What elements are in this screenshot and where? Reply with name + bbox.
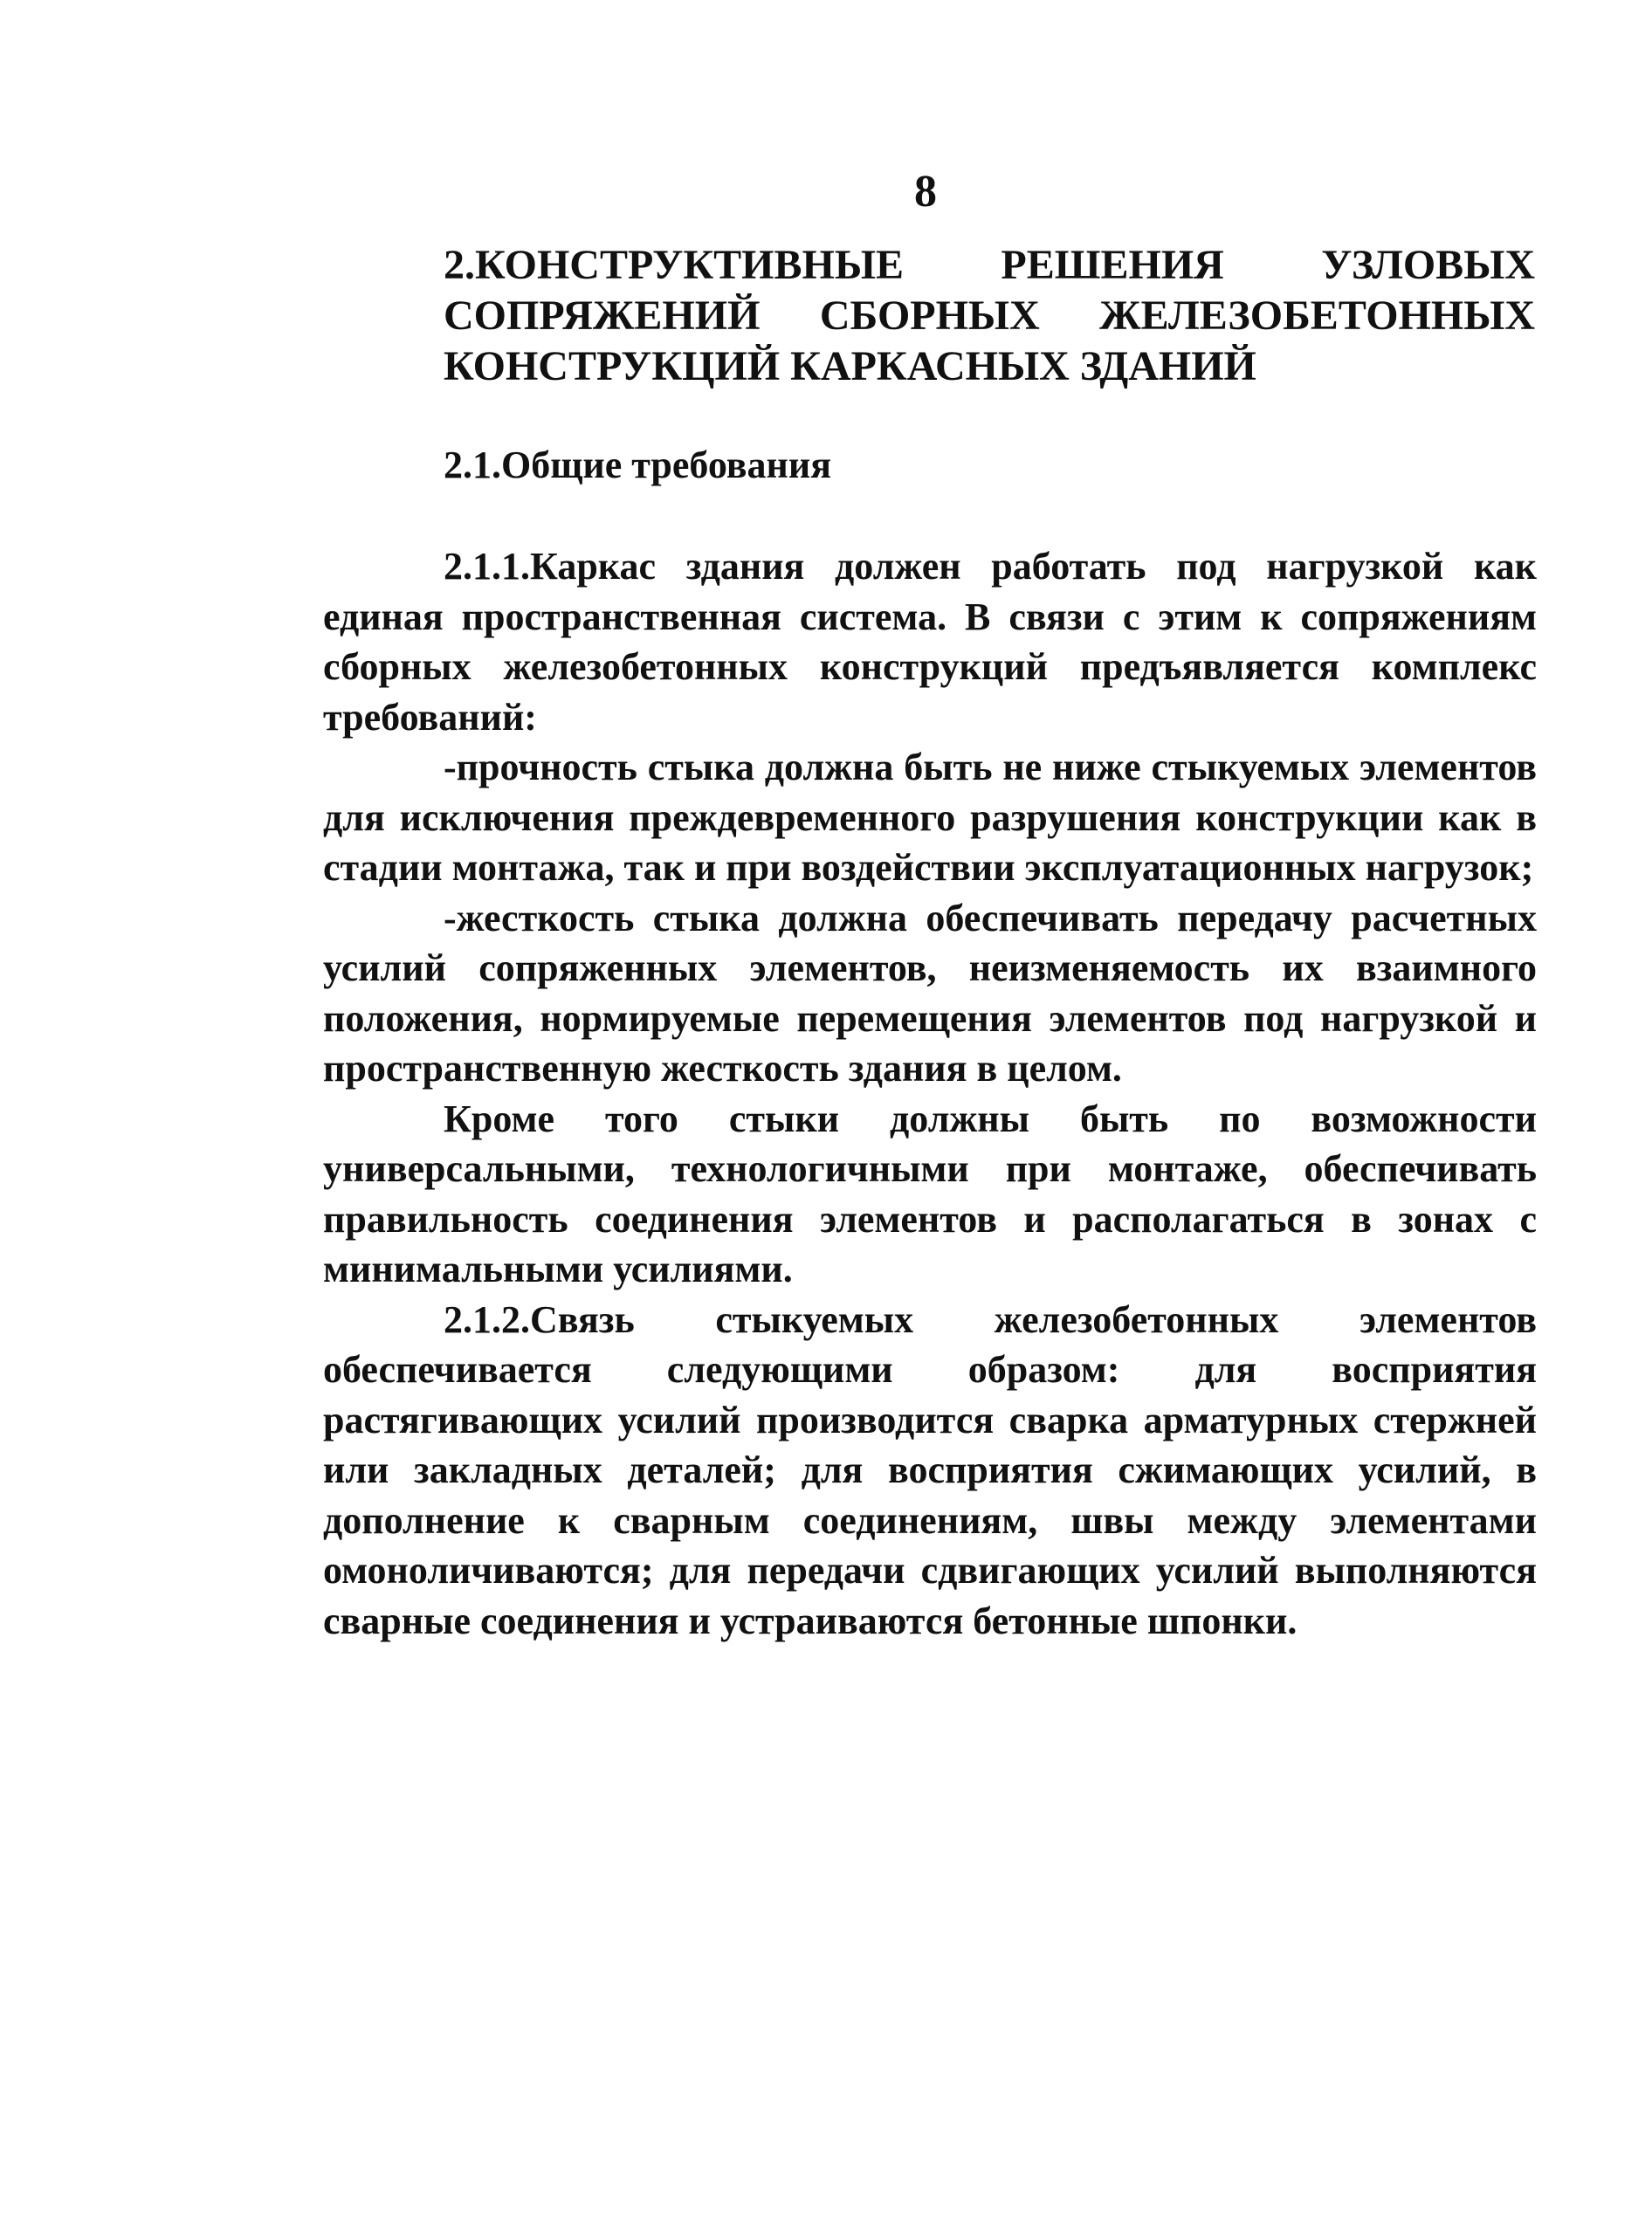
- paragraph-2-1-1: 2.1.1.Каркас здания должен работать под нагрузкой как единая пространственная система. В связи с этим к сопряжениям сборных железобетонных конструкций предъявляется комплекс требований:: [323, 545, 1537, 739]
- paragraph-stiffness-requirement: -жесткость стыка должна обеспечивать передачу расчетных усилий сопряженных элементов, неизменяемость их взаимного положения, нормируемые перемещения элементов под нагрузкой и пространственную жесткость здания в целом.: [323, 896, 1537, 1090]
- paragraph-2-1-2: 2.1.2.Связь стыкуемых железобетонных элементов обеспечивается следующими образом: для восприятия растягивающих усилий производится сварка арматурных стержней или закладных деталей; для восприятия сжимающих усилий, в дополнение к сварным соединениям, швы между элементами омоноличиваются; для передачи сдвигающих усилий выполняются сварные соединения и устраиваются бетонные шпонки.: [323, 1297, 1537, 1642]
- body-text: [323, 541, 1537, 1646]
- page-number: 8: [914, 167, 937, 217]
- paragraph-additional-requirements: Кроме того стыки должны быть по возможности универсальными, технологичными при монтаже, обеспечивать правильность соединения элементов и располагаться в зонах с минимальными усилиями.: [323, 1097, 1537, 1290]
- paragraph-strength-requirement: -прочность стыка должна быть не ниже стыкуемых элементов для исключения преждевременного разрушения конструкции как в стадии монтажа, так и при воздействии эксплуатационных нагрузок;: [323, 746, 1537, 889]
- subsection-heading: 2.1.Общие требования: [444, 444, 831, 486]
- section-heading: 2.КОНСТРУКТИВНЫЕ РЕШЕНИЯ УЗЛОВЫХ СОПРЯЖЕНИЙ СБОРНЫХ ЖЕЛЕЗОБЕТОННЫХ КОНСТРУКЦИЙ КАРКАСНЫХ ЗДАНИЙ: [444, 242, 1535, 389]
